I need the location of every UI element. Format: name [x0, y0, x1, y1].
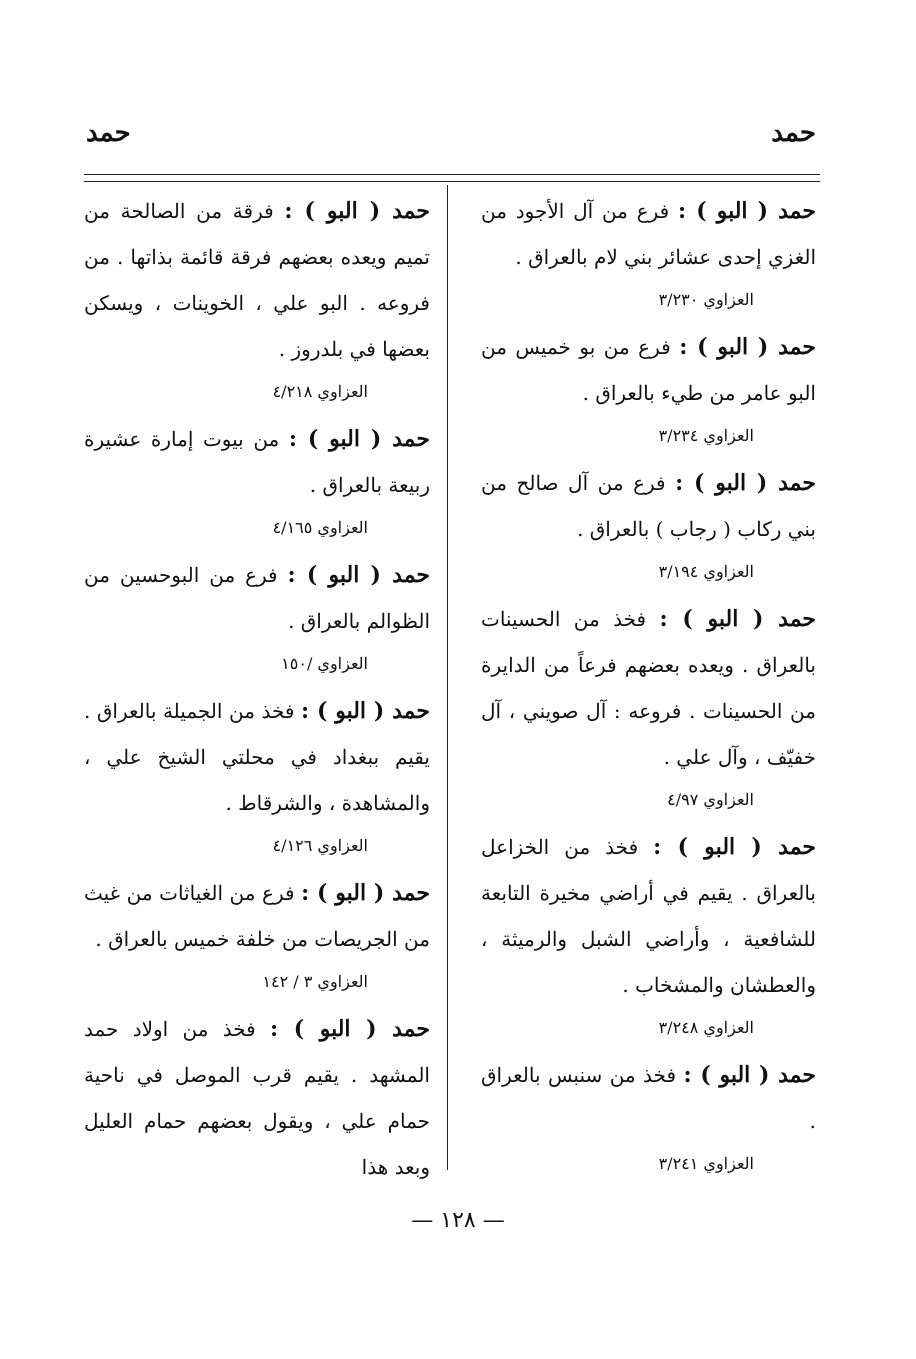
entry [84, 1006, 430, 1190]
entry-body: من بيوت إمارة عشيرة ربيعة بالعراق . [84, 427, 430, 497]
entry-heading: حمد ( البو ) : [678, 198, 816, 224]
entry-heading: حمد ( البو ) : [284, 198, 431, 224]
entry-reference: العزاوي ٣/٢٣٤ [658, 426, 754, 445]
entry [84, 870, 430, 1002]
right-column [481, 188, 816, 1188]
entry-heading: حمد ( البو ) : [659, 606, 817, 632]
entry-reference: العزاوي /١٥٠ [281, 654, 368, 673]
entry-reference: العزاوي ٣ / ١٤٢ [262, 972, 368, 991]
entry-body: فخذ من الجميلة بالعراق . يقيم ببغداد في محلتي الشيخ علي ، والمشاهدة ، والشرقاط . [84, 699, 430, 815]
entry-heading: حمد ( البو ) : [270, 1016, 430, 1042]
entry-body: فخذ من اولاد حمد المشهد . يقيم قرب الموصل في ناحية حمام علي ، ويقول بعضهم حمام العليل وبعد هذا [84, 1017, 430, 1179]
entry [481, 596, 816, 820]
entry [481, 324, 816, 456]
entry-heading: حمد ( البو ) : [287, 562, 431, 588]
entry [84, 416, 430, 548]
entry-reference: العزاوي ٣/٢٤٨ [658, 1018, 754, 1037]
entry-body: فخذ من سنبس بالعراق . [481, 1063, 816, 1133]
entry-body: فرقة من الصالحة من تميم ويعده بعضهم فرقة قائمة بذاتها . من فروعه . البو علي ، الخوينات ، ويسكن بعضها في بلدروز . [84, 199, 430, 361]
entry [481, 460, 816, 592]
entry-body: فرع من البوحسين من الظوالم بالعراق . [84, 563, 430, 633]
entry [84, 188, 430, 412]
running-head-left: حمد [86, 118, 131, 148]
entry-heading: حمد ( البو ) : [301, 880, 430, 906]
entry-heading: حمد ( البو ) : [288, 426, 430, 452]
entry-body: فرع من آل صالح من بني ركاب ( رجاب ) بالعراق . [481, 471, 816, 541]
entry-reference: العزاوي ٣/٢٣٠ [658, 290, 754, 309]
entry-body: فرع من بو خميس من البو عامر من طيء بالعراق . [481, 335, 816, 405]
entry-reference: العزاوي ٤/٩٧ [667, 790, 754, 809]
page-number: — ١٢٨ — [411, 1208, 505, 1233]
entry-heading: حمد ( البو ) : [301, 698, 430, 724]
column-divider [447, 185, 448, 1170]
entry-body: فخذ من الحسينات بالعراق . ويعده بعضهم فرعاً من الدايرة من الحسينات . فروعه : آل صويني ، آل خفيّف ، وآل علي . [481, 607, 816, 769]
running-head-right: حمد [771, 118, 816, 148]
entry-reference: العزاوي ٤/١٦٥ [272, 518, 368, 537]
entry [481, 188, 816, 320]
entry-heading: حمد ( البو ) : [679, 334, 817, 360]
entry-body: فخذ من الخزاعل بالعراق . يقيم في أراضي مخيرة التابعة للشافعية ، وأراضي الشبل والرميثة ، والعطشان والمشخاب . [481, 835, 816, 997]
header-rule-thin [84, 181, 820, 182]
entry [84, 688, 430, 866]
entry [481, 824, 816, 1048]
entry [84, 552, 430, 684]
entry-reference: العزاوي ٣/٢٤١ [658, 1154, 754, 1173]
entry-heading: حمد ( البو ) : [675, 470, 816, 496]
entry-heading: حمد ( البو ) : [683, 1062, 817, 1088]
entry-heading: حمد ( البو ) : [653, 834, 817, 860]
entry-reference: العزاوي ٤/٢١٨ [272, 382, 368, 401]
header-rule [84, 174, 820, 175]
entry-body: فرع من آل الأجود من الغزي إحدى عشائر بني لام بالعراق . [481, 199, 816, 269]
entry [481, 1052, 816, 1184]
entry-reference: العزاوي ٣/١٩٤ [658, 562, 754, 581]
entry-reference: العزاوي ٤/١٢٦ [272, 836, 368, 855]
left-column [84, 188, 430, 1194]
entry-body: فرع من الغياثات من غيث من الجريصات من خلفة خميس بالعراق . [84, 881, 430, 951]
